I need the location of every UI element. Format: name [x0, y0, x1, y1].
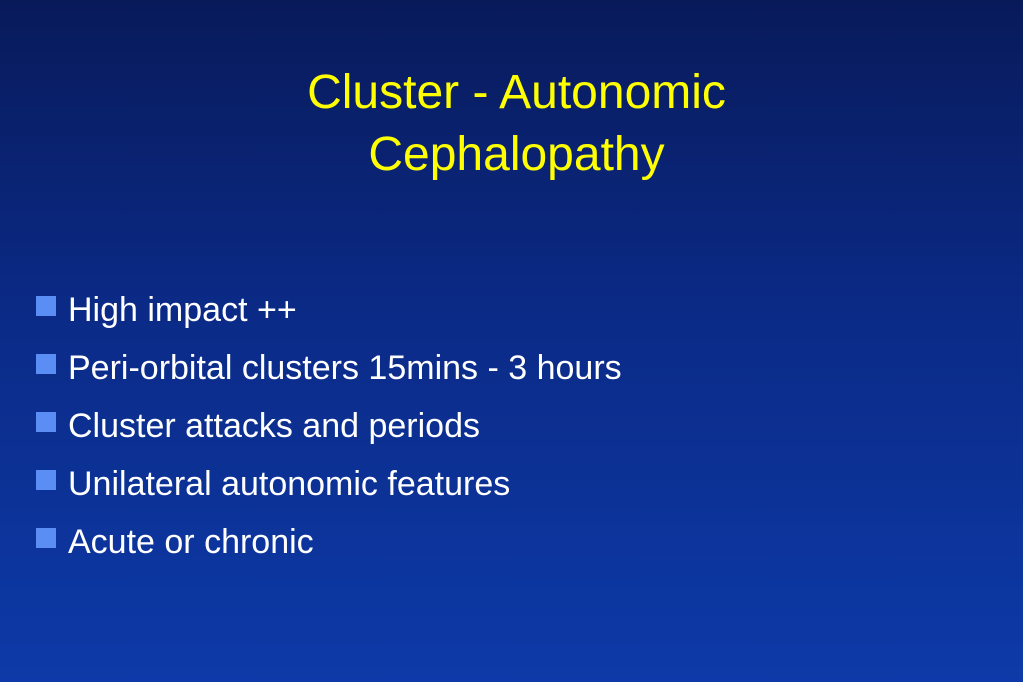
- bullet-text: High impact ++: [68, 290, 297, 329]
- square-bullet-icon: [36, 296, 56, 316]
- bullet-text: Peri-orbital clusters 15mins - 3 hours: [68, 348, 622, 387]
- bullet-text: Acute or chronic: [68, 522, 314, 561]
- slide-title-line-2: Cephalopathy: [368, 128, 665, 181]
- bullet-item: [36, 513, 622, 571]
- bullet-text: Unilateral autonomic features: [68, 464, 511, 503]
- bullet-item: [36, 455, 622, 513]
- bullet-item: [36, 281, 622, 339]
- square-bullet-icon: [36, 412, 56, 432]
- square-bullet-icon: [36, 354, 56, 374]
- square-bullet-icon: [36, 470, 56, 490]
- bullet-list: [36, 281, 622, 571]
- slide-title: [0, 62, 1023, 186]
- square-bullet-icon: [36, 528, 56, 548]
- slide-title-line-1: Cluster - Autonomic: [307, 66, 726, 119]
- bullet-item: [36, 339, 622, 397]
- bullet-text: Cluster attacks and periods: [68, 406, 480, 445]
- bullet-item: [36, 397, 622, 455]
